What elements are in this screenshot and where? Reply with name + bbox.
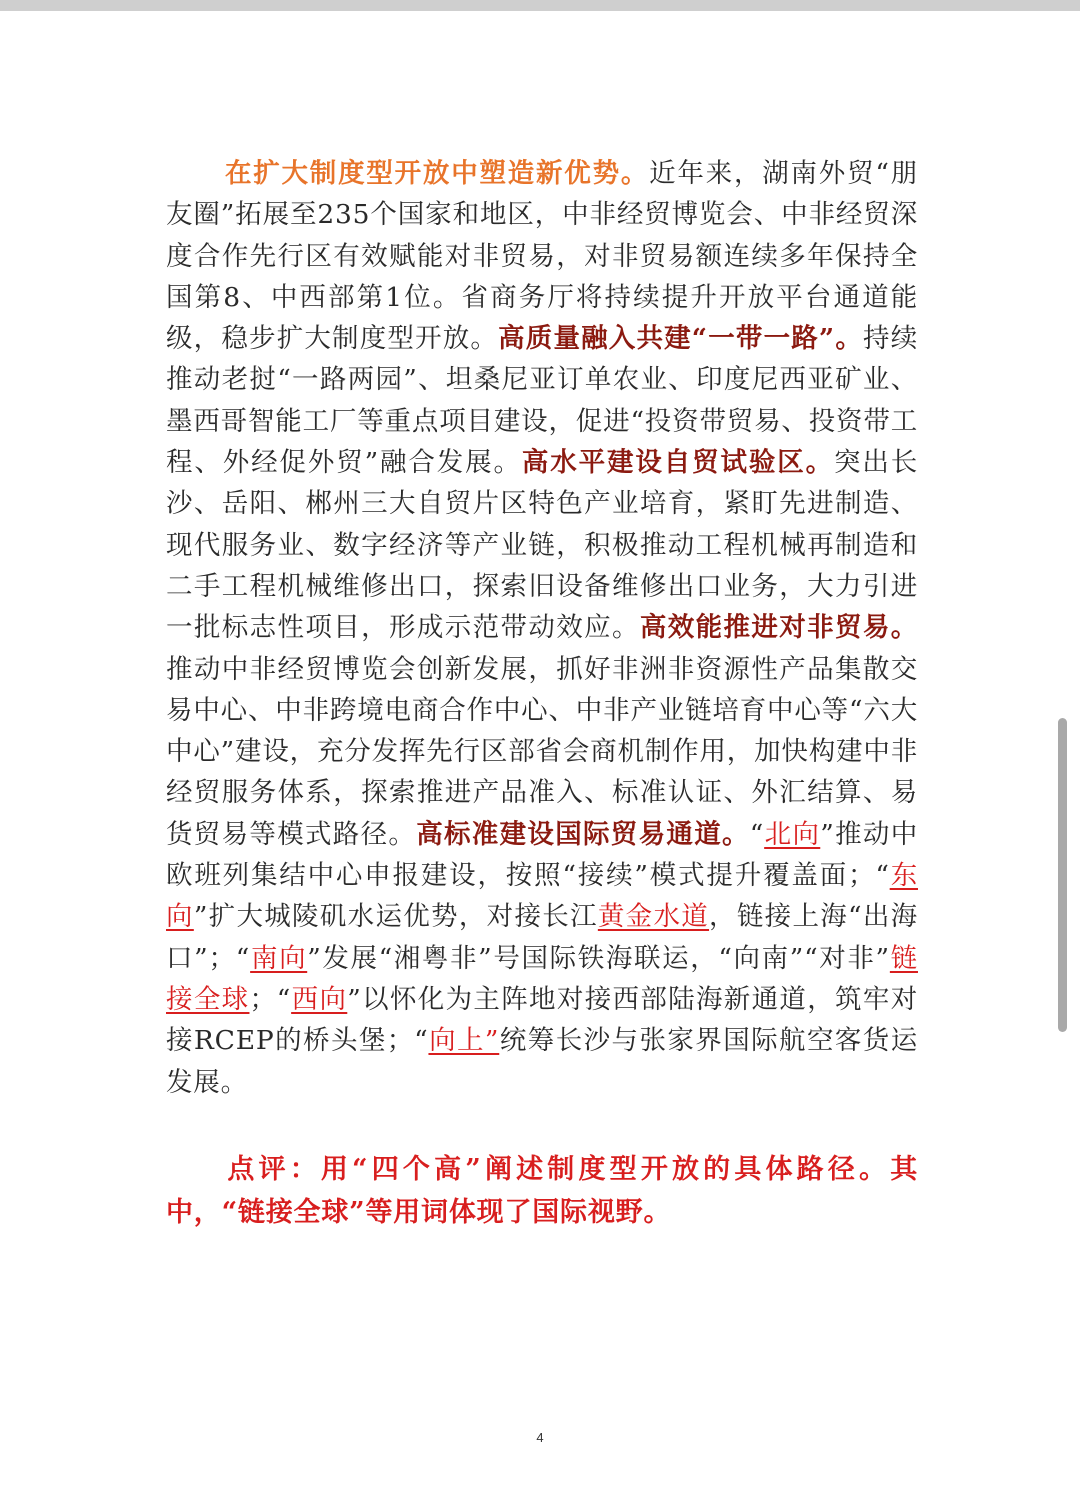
subheading-free-trade-zone: 高水平建设自贸试验区。 [521, 447, 834, 479]
highlight-north: 北向 [764, 818, 821, 850]
subheading-africa-trade: 高效能推进对非贸易。 [639, 612, 918, 644]
highlight-east: 东向 [166, 860, 918, 933]
body-sentence: 持续推动老挝“一路两园”、坦桑尼亚订单农业、印度尼西亚矿业、墨西哥智能工厂等重点项目建设，促进“投资带贸易、投资带工程、外经促外贸”融合发展。 [166, 323, 918, 479]
body-sentence: 突出长沙、岳阳、郴州三大自贸片区特色产业培育，紧盯先进制造、现代服务业、数字经济等产业链，积极推动工程机械再制造和二手工程机械维修出口，探索旧设备维修出口业务，大力引进一批标志性项目，形成示范带动效应。 [166, 447, 918, 644]
body-sentence: ”扩大城陵矶水运优势，对接长江 [193, 901, 598, 933]
body-sentence: 统筹长沙与张家界国际航空客货运发展。 [166, 1025, 918, 1098]
subheading-trade-channels: 高标准建设国际贸易通道。 [416, 818, 750, 850]
comment-text: 点评：用“四个高”阐述制度型开放的具体路径。其中，“链接全球”等用词体现了国际视野。 [166, 1154, 918, 1228]
top-status-bar [0, 0, 1080, 11]
highlight-golden-waterway: 黄金水道 [597, 901, 710, 933]
section-heading-institutional-opening: 在扩大制度型开放中塑造新优势。 [224, 158, 650, 189]
body-sentence: ；“ [249, 983, 292, 1015]
vertical-scrollbar[interactable] [1058, 718, 1067, 1032]
highlight-west: 西向 [291, 983, 348, 1015]
subheading-belt-and-road: 高质量融入共建“一带一路”。 [498, 323, 864, 355]
page-number: 4 [536, 1430, 544, 1445]
highlight-upward: 向上” [428, 1025, 500, 1057]
highlight-global-link: 链接全球 [166, 942, 918, 1015]
main-paragraph [166, 153, 918, 1103]
highlight-south: 南向 [250, 942, 308, 974]
document-page [0, 11, 1080, 1490]
body-sentence: “ [749, 818, 765, 850]
comment-paragraph [166, 1148, 918, 1234]
body-sentence: ”发展“湘粤非”号国际铁海联运，“向南”“对非” [307, 942, 890, 974]
body-sentence: ，链接上海“出海口”；“ [166, 901, 918, 974]
body-sentence: 近年来，湖南外贸“朋友圈”拓展至235个国家和地区，中非经贸博览会、中非经贸深度合作先行区有效赋能对非贸易，对非贸易额连续多年保持全国第8、中西部第1位。省商务厅将持续提升开放平台通道能级，稳步扩大制度型开放。 [166, 158, 918, 355]
body-sentence: ”推动中欧班列集结中心申报建设，按照“接续”模式提升覆盖面；“ [166, 818, 919, 892]
body-sentence: ”以怀化为主阵地对接西部陆海新通道，筑牢对接RCEP的桥头堡；“ [166, 983, 918, 1057]
body-sentence: 推动中非经贸博览会创新发展，抓好非洲非资源性产品集散交易中心、中非跨境电商合作中心、中非产业链培育中心等“六大中心”建设，充分发挥先行区部省会商机制作用，加快构建中非经贸服务体系，探索推进产品准入、标准认证、外汇结算、易货贸易等模式路径。 [166, 653, 918, 850]
